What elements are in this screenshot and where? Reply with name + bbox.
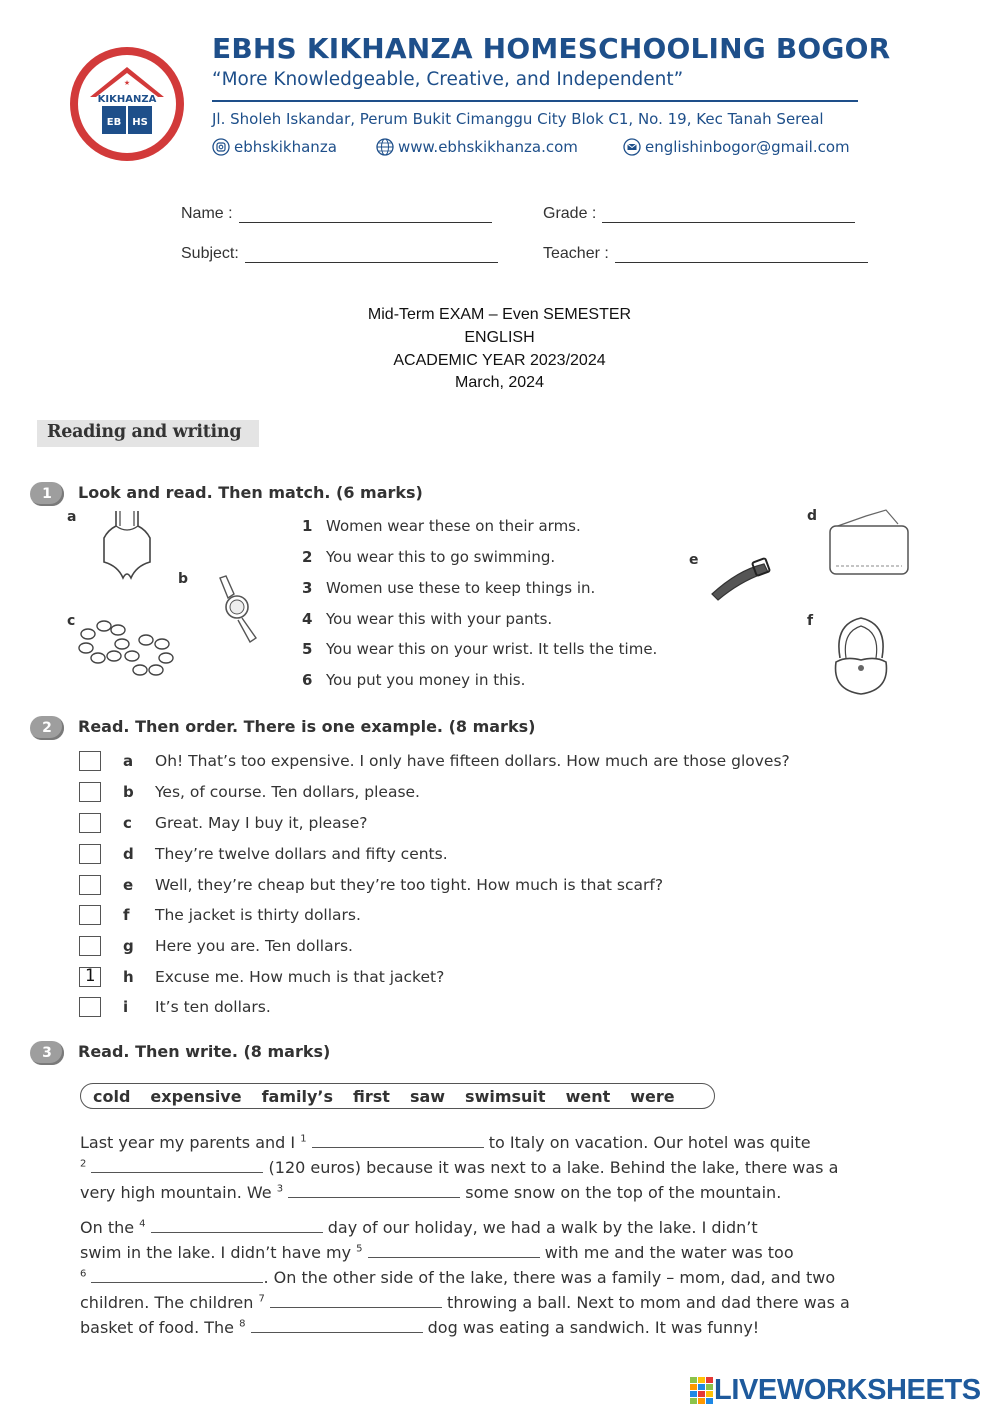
bracelets-picture xyxy=(76,616,176,678)
sentence-text: You wear this with your pants. xyxy=(326,610,553,628)
blank-number: 1 xyxy=(300,1133,307,1145)
grade-line[interactable] xyxy=(602,208,855,223)
order-box[interactable] xyxy=(79,997,101,1017)
header-divider xyxy=(212,100,858,102)
blank-number: 8 xyxy=(239,1318,246,1330)
row-letter: d xyxy=(123,845,134,863)
picture-label-d: d xyxy=(807,508,818,524)
watch-picture xyxy=(212,574,262,644)
row-letter: f xyxy=(123,906,130,924)
subject-label: Subject: xyxy=(181,245,239,262)
word-bank-item: went xyxy=(565,1086,611,1106)
instagram-handle: ebhskikhanza xyxy=(234,138,337,156)
picture-label-f: f xyxy=(807,613,814,629)
paragraph-2-line-1 xyxy=(80,1218,758,1237)
instagram-contact xyxy=(212,138,337,156)
email-address: englishinbogor@gmail.com xyxy=(645,138,850,156)
grade-field[interactable] xyxy=(543,205,855,223)
subject-field[interactable] xyxy=(181,245,498,263)
blank-number: 7 xyxy=(258,1293,265,1305)
sentence-text: Women use these to keep things in. xyxy=(326,579,596,597)
row-text: Excuse me. How much is that jacket? xyxy=(155,968,445,986)
liveworksheets-icon xyxy=(690,1377,714,1405)
row-text: Yes, of course. Ten dollars, please. xyxy=(155,783,420,801)
liveworksheets-logo xyxy=(690,1374,981,1407)
school-address: Jl. Sholeh Iskandar, Perum Bukit Cimanggu City Blok C1, No. 19, Kec Tanah Sereal xyxy=(212,110,824,128)
exercise-1-title: Look and read. Then match. (6 marks) xyxy=(78,483,423,502)
email-contact xyxy=(623,138,850,156)
svg-text:HS: HS xyxy=(132,117,148,128)
text: children. The children xyxy=(80,1293,259,1312)
answer-blank-4[interactable] xyxy=(151,1218,323,1233)
text: some snow on the top of the mountain. xyxy=(460,1183,782,1202)
picture-label-c: c xyxy=(67,613,76,629)
teacher-field[interactable] xyxy=(543,245,868,263)
grade-label: Grade : xyxy=(543,205,597,222)
svg-text:KIKHANZA: KIKHANZA xyxy=(97,94,157,105)
order-row-e xyxy=(79,874,663,896)
answer-blank-5[interactable] xyxy=(368,1243,540,1258)
match-sentence-2 xyxy=(302,548,555,566)
blank-number: 3 xyxy=(276,1183,284,1195)
row-letter: b xyxy=(123,783,134,801)
svg-text:EB: EB xyxy=(106,117,122,128)
row-text: Oh! That’s too expensive. I only have fifteen dollars. How much are those gloves? xyxy=(155,752,790,770)
text: basket of food. The xyxy=(80,1318,240,1337)
order-box[interactable] xyxy=(79,905,101,925)
row-letter: i xyxy=(123,998,129,1016)
liveworksheets-brand: LIVEWORKSHEETS xyxy=(714,1374,981,1406)
handbag-picture xyxy=(828,614,894,698)
name-label: Name : xyxy=(181,205,233,222)
exercise-1-number: 1 xyxy=(30,482,64,506)
picture-label-b: b xyxy=(178,571,189,587)
row-text: Great. May I buy it, please? xyxy=(155,814,368,832)
answer-blank-7[interactable] xyxy=(270,1293,442,1308)
paragraph-2-line-5 xyxy=(80,1318,759,1337)
answer-blank-2[interactable] xyxy=(91,1158,263,1173)
name-field[interactable] xyxy=(181,205,492,223)
row-text: Well, they’re cheap but they’re too tight. How much is that scarf? xyxy=(155,876,664,894)
sentence-text: You put you money in this. xyxy=(326,671,526,689)
text: with me and the water was too xyxy=(539,1243,794,1262)
row-text: The jacket is thirty dollars. xyxy=(155,906,361,924)
match-sentence-5 xyxy=(302,640,657,658)
exam-subject: ENGLISH xyxy=(464,329,535,346)
text: Last year my parents and I xyxy=(80,1133,301,1152)
website-contact xyxy=(376,138,578,156)
row-text: They’re twelve dollars and fifty cents. xyxy=(155,845,448,863)
paragraph-1-line-3 xyxy=(80,1183,781,1202)
text: On the xyxy=(80,1218,140,1237)
word-bank-item: cold xyxy=(93,1086,131,1106)
school-logo xyxy=(68,45,186,163)
exam-date: March, 2024 xyxy=(455,374,544,391)
text: . On the other side of the lake, there was a family – mom, dad, and two xyxy=(263,1268,836,1287)
sentence-number: 6 xyxy=(302,671,313,689)
row-text: It’s ten dollars. xyxy=(155,998,271,1016)
paragraph-2-line-2 xyxy=(80,1243,794,1262)
text: to Italy on vacation. Our hotel was quite xyxy=(483,1133,811,1152)
order-row-a xyxy=(79,750,790,772)
answer-blank-6[interactable] xyxy=(91,1268,263,1283)
exercise-3-number: 3 xyxy=(30,1041,64,1065)
word-bank-item: first xyxy=(353,1086,390,1106)
sentence-number: 5 xyxy=(302,640,313,658)
answer-blank-1[interactable] xyxy=(312,1133,484,1148)
exam-title: Mid-Term EXAM – Even SEMESTER xyxy=(367,306,632,323)
school-name: EBHS KIKHANZA HOMESCHOOLING BOGOR xyxy=(212,32,891,65)
blank-number: 6 xyxy=(80,1268,87,1280)
word-bank-item: saw xyxy=(409,1086,446,1106)
order-row-i xyxy=(79,996,271,1018)
sentence-number: 3 xyxy=(302,579,313,597)
globe-icon xyxy=(376,138,394,156)
answer-blank-3[interactable] xyxy=(288,1183,460,1198)
paragraph-2-line-4 xyxy=(80,1293,850,1312)
match-sentence-3 xyxy=(302,579,595,597)
order-box[interactable] xyxy=(79,844,101,864)
order-row-f xyxy=(79,904,361,926)
row-letter: g xyxy=(123,937,134,955)
sentence-text: You wear this to go swimming. xyxy=(326,548,556,566)
blank-number: 4 xyxy=(139,1218,146,1230)
order-row-c xyxy=(79,812,368,834)
teacher-label: Teacher : xyxy=(543,245,609,262)
text: swim in the lake. I didn’t have my xyxy=(80,1243,357,1262)
instagram-icon xyxy=(212,138,230,156)
text: dog was eating a sandwich. It was funny! xyxy=(422,1318,760,1337)
sentence-number: 4 xyxy=(302,610,313,628)
blank-number: 2 xyxy=(80,1158,87,1170)
order-box-example: 1 xyxy=(79,967,101,987)
sentence-text: Women wear these on their arms. xyxy=(326,517,581,535)
paragraph-2-line-3 xyxy=(80,1268,835,1287)
order-box[interactable] xyxy=(79,751,101,771)
sentence-text: You wear this on your wrist. It tells the time. xyxy=(326,640,658,658)
picture-label-a: a xyxy=(67,509,77,525)
word-bank-item: were xyxy=(630,1086,675,1106)
word-bank-item: swimsuit xyxy=(465,1086,546,1106)
order-row-h xyxy=(79,966,444,988)
text: very high mountain. We xyxy=(80,1183,277,1202)
row-letter: h xyxy=(123,968,134,986)
svg-text:★: ★ xyxy=(123,79,131,87)
email-icon xyxy=(623,138,641,156)
order-row-b xyxy=(79,781,420,803)
section-heading-text: Reading and writing xyxy=(47,422,242,442)
row-letter: c xyxy=(123,814,132,832)
teacher-line[interactable] xyxy=(615,248,868,263)
order-box[interactable] xyxy=(79,936,101,956)
sentence-number: 1 xyxy=(302,517,313,535)
order-box[interactable] xyxy=(79,782,101,802)
order-row-g xyxy=(79,935,353,957)
row-letter: e xyxy=(123,876,134,894)
row-letter: a xyxy=(123,752,134,770)
order-box[interactable] xyxy=(79,813,101,833)
sentence-number: 2 xyxy=(302,548,313,566)
name-line[interactable] xyxy=(239,208,492,223)
word-bank xyxy=(80,1083,715,1109)
word-bank-item: family’s xyxy=(261,1086,334,1106)
word-bank-item: expensive xyxy=(150,1086,242,1106)
blank-number: 5 xyxy=(356,1243,363,1255)
text: (120 euros) because it was next to a lake. Behind the lake, there was a xyxy=(263,1158,839,1177)
wallet-picture xyxy=(826,508,912,578)
website-url: www.ebhskikhanza.com xyxy=(398,138,578,156)
subject-line[interactable] xyxy=(245,248,498,263)
row-text: Here you are. Ten dollars. xyxy=(155,937,353,955)
paragraph-1-line-2 xyxy=(80,1158,838,1177)
order-row-d xyxy=(79,843,448,865)
exercise-3-title: Read. Then write. (8 marks) xyxy=(78,1042,331,1061)
section-heading xyxy=(37,420,259,447)
exercise-2-title: Read. Then order. There is one example. (8 marks) xyxy=(78,717,536,736)
swimsuit-picture xyxy=(98,508,156,580)
picture-label-e: e xyxy=(689,552,699,568)
match-sentence-4 xyxy=(302,610,552,628)
text: day of our holiday, we had a walk by the lake. I didn’t xyxy=(322,1218,758,1237)
exercise-2-number: 2 xyxy=(30,716,64,740)
text: throwing a ball. Next to mom and dad there was a xyxy=(441,1293,850,1312)
match-sentence-6 xyxy=(302,671,525,689)
school-motto: “More Knowledgeable, Creative, and Independent” xyxy=(212,69,684,90)
paragraph-1-line-1 xyxy=(80,1133,811,1152)
match-sentence-1 xyxy=(302,517,581,535)
belt-picture xyxy=(708,556,772,604)
answer-blank-8[interactable] xyxy=(251,1318,423,1333)
academic-year: ACADEMIC YEAR 2023/2024 xyxy=(393,352,606,369)
order-box[interactable] xyxy=(79,875,101,895)
